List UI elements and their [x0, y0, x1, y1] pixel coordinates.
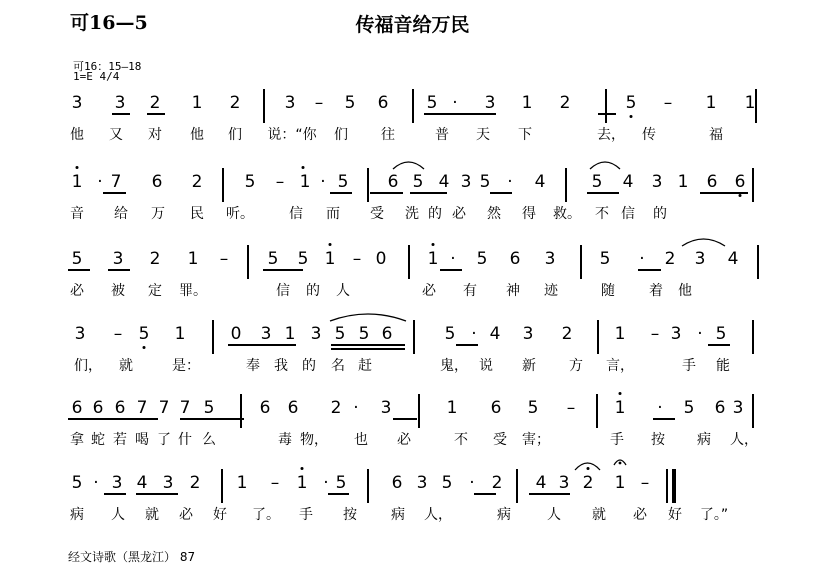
- note: 2: [149, 93, 161, 113]
- note: 3: [162, 473, 174, 493]
- tie-arc: [393, 162, 424, 169]
- tie-arc: [330, 314, 406, 321]
- note: 1: [71, 172, 83, 192]
- note: ·: [452, 93, 458, 113]
- lyric: 说：“你: [267, 127, 317, 143]
- underline: [68, 269, 90, 271]
- underline: [147, 113, 165, 115]
- lyric: 天: [476, 127, 490, 143]
- final-barline-thin: [666, 469, 668, 503]
- underline: [598, 113, 616, 115]
- note: 0: [375, 249, 387, 269]
- high-octave-dot: [587, 467, 590, 470]
- lyric: 迹: [544, 283, 558, 299]
- note: ·: [657, 398, 663, 418]
- lyric: 我: [274, 358, 288, 374]
- note: 6: [509, 249, 521, 269]
- high-octave-dot: [76, 166, 79, 169]
- underline: [474, 493, 496, 495]
- underline: [104, 493, 126, 495]
- lyric: 的: [306, 283, 320, 299]
- note: 2: [330, 398, 342, 418]
- note: 3: [544, 249, 556, 269]
- low-octave-dot: [143, 346, 146, 349]
- lyric: 而: [326, 206, 340, 222]
- underline: [112, 113, 130, 115]
- barline: [605, 89, 607, 123]
- lyric: 毒: [278, 432, 292, 448]
- high-octave-dot: [302, 166, 305, 169]
- underline: [331, 344, 405, 346]
- lyric: 物，: [300, 432, 328, 448]
- barline: [757, 245, 759, 279]
- note: –: [650, 324, 660, 344]
- note: 3: [380, 398, 392, 418]
- note: 6: [114, 398, 126, 418]
- lyric: 必: [179, 507, 193, 523]
- lyric: 就: [119, 358, 133, 374]
- lyric: 新: [522, 358, 536, 374]
- note: 4: [489, 324, 501, 344]
- note: 1: [521, 93, 533, 113]
- note: 6: [706, 172, 718, 192]
- underline: [456, 344, 478, 346]
- note: 2: [229, 93, 241, 113]
- fermata-dot: [619, 462, 622, 465]
- lyric: 手: [610, 432, 624, 448]
- lyric: 说: [479, 358, 493, 374]
- note: 6: [92, 398, 104, 418]
- underline: [136, 493, 178, 495]
- note: 5: [591, 172, 603, 192]
- note: 5: [335, 473, 347, 493]
- note: ·: [639, 249, 645, 269]
- underline: [490, 192, 512, 194]
- lyric: 又: [109, 127, 123, 143]
- lyric: 们: [228, 127, 242, 143]
- lyric: 他: [190, 127, 204, 143]
- underline: [263, 269, 303, 271]
- note: ·: [471, 324, 477, 344]
- note: 4: [535, 473, 547, 493]
- note: 3: [558, 473, 570, 493]
- lyric: 人，: [424, 507, 452, 523]
- high-octave-dot: [432, 243, 435, 246]
- note: 3: [71, 93, 83, 113]
- note: 1: [284, 324, 296, 344]
- note: 2: [191, 172, 203, 192]
- lyric: 是：: [172, 358, 200, 374]
- lyric: 蛇: [91, 432, 105, 448]
- underline: [68, 418, 158, 420]
- lyric: 赶: [358, 358, 372, 374]
- note: 4: [622, 172, 634, 192]
- barline: [367, 469, 369, 503]
- note: 4: [136, 473, 148, 493]
- lyric: 害；: [522, 432, 550, 448]
- underline: [331, 348, 405, 350]
- lyric: 不: [595, 206, 609, 222]
- lyric: 人: [547, 507, 561, 523]
- hymn-number: 可16—5: [70, 12, 148, 34]
- note: 6: [377, 93, 389, 113]
- note: 1: [191, 93, 203, 113]
- barline: [418, 394, 420, 428]
- lyric: 传: [642, 127, 656, 143]
- note: 1: [614, 398, 626, 418]
- lyric: 按: [651, 432, 665, 448]
- lyric: 若: [113, 432, 127, 448]
- note: 7: [110, 172, 122, 192]
- lyric: 必: [452, 206, 466, 222]
- underline: [330, 192, 352, 194]
- underline: [410, 192, 447, 194]
- note: 6: [71, 398, 83, 418]
- note: 3: [460, 172, 472, 192]
- note: ·: [97, 172, 103, 192]
- lyric: 必: [422, 283, 436, 299]
- lyric: 什: [178, 432, 192, 448]
- note: 1: [174, 324, 186, 344]
- note: 2: [664, 249, 676, 269]
- barline: [212, 320, 214, 354]
- note: 3: [114, 93, 126, 113]
- barline: [597, 320, 599, 354]
- note: 2: [561, 324, 573, 344]
- high-octave-dot: [619, 392, 622, 395]
- barline: [412, 89, 414, 123]
- note: 0: [230, 324, 242, 344]
- barline: [408, 245, 410, 279]
- key-signature: 1=E 4/4: [73, 70, 120, 83]
- lyric: 奉: [246, 358, 260, 374]
- lyric: 病: [391, 507, 405, 523]
- note: 3: [416, 473, 428, 493]
- note: 5: [334, 324, 346, 344]
- note: 1: [614, 473, 626, 493]
- note: –: [640, 473, 650, 493]
- note: –: [270, 473, 280, 493]
- barline: [516, 469, 518, 503]
- note: 1: [614, 324, 626, 344]
- note: 5: [344, 93, 356, 113]
- lyric: 按: [343, 507, 357, 523]
- high-octave-dot: [301, 467, 304, 470]
- barline: [580, 245, 582, 279]
- note: 5: [267, 249, 279, 269]
- note: 5: [138, 324, 150, 344]
- note: 5: [476, 249, 488, 269]
- lyric: 听。: [226, 206, 254, 222]
- note: 5: [444, 324, 456, 344]
- lyric: 了: [157, 432, 171, 448]
- underline: [180, 418, 244, 420]
- barline: [752, 394, 754, 428]
- lyric: 了。: [252, 507, 280, 523]
- note: 7: [179, 398, 191, 418]
- note: ·: [323, 473, 329, 493]
- note: 5: [412, 172, 424, 192]
- note: 1: [427, 249, 439, 269]
- lyric: 信: [621, 206, 635, 222]
- note: 6: [490, 398, 502, 418]
- barline: [752, 168, 754, 202]
- note: 5: [337, 172, 349, 192]
- barline: [240, 394, 242, 428]
- lyric: 病: [697, 432, 711, 448]
- note: –: [219, 249, 229, 269]
- underline: [393, 418, 417, 420]
- note: 6: [381, 324, 393, 344]
- note: –: [275, 172, 285, 192]
- lyric: 必: [633, 507, 647, 523]
- note: 5: [527, 398, 539, 418]
- note: 2: [491, 473, 503, 493]
- note: –: [352, 249, 362, 269]
- barline: [221, 469, 223, 503]
- lyric: 随: [601, 283, 615, 299]
- lyric: 罪。: [179, 283, 207, 299]
- note: 6: [151, 172, 163, 192]
- note: 3: [111, 473, 123, 493]
- lyric: 必: [70, 283, 84, 299]
- underline: [440, 269, 462, 271]
- note: 5: [71, 473, 83, 493]
- note: 7: [158, 398, 170, 418]
- low-octave-dot: [630, 115, 633, 118]
- lyric: 去，: [597, 127, 625, 143]
- note: 3: [522, 324, 534, 344]
- barline: [222, 168, 224, 202]
- note: ·: [93, 473, 99, 493]
- note: 4: [534, 172, 546, 192]
- lyric: 们，: [74, 358, 102, 374]
- lyric: 音: [70, 206, 84, 222]
- barline: [367, 168, 369, 202]
- underline: [529, 493, 570, 495]
- lyric: 拿: [70, 432, 84, 448]
- lyric: 民: [190, 206, 204, 222]
- note: 3: [651, 172, 663, 192]
- lyric: 人: [111, 507, 125, 523]
- note: ·: [450, 249, 456, 269]
- lyric: 洗: [405, 206, 419, 222]
- lyric: 神: [506, 283, 520, 299]
- lyric: 能: [716, 358, 730, 374]
- note: ·: [507, 172, 513, 192]
- underline: [653, 418, 675, 420]
- lyric: 病: [70, 507, 84, 523]
- lyric: 的: [428, 206, 442, 222]
- lyric: 人，: [730, 432, 758, 448]
- note: 3: [732, 398, 744, 418]
- lyric: 他: [70, 127, 84, 143]
- note: –: [314, 93, 324, 113]
- lyric: 不: [454, 432, 468, 448]
- lyric: 手: [682, 358, 696, 374]
- note: 1: [446, 398, 458, 418]
- lyric: 得: [522, 206, 536, 222]
- lyric: 福: [709, 127, 723, 143]
- lyric: 下: [518, 127, 532, 143]
- lyric: 好: [213, 507, 227, 523]
- underline: [328, 493, 349, 495]
- barline: [565, 168, 567, 202]
- note: 6: [287, 398, 299, 418]
- lyric: 言，: [606, 358, 634, 374]
- lyric: 他: [678, 283, 692, 299]
- lyric: 往: [381, 127, 395, 143]
- lyric: 名: [331, 358, 345, 374]
- lyric: 就: [145, 507, 159, 523]
- note: 3: [484, 93, 496, 113]
- lyric: 也: [354, 432, 368, 448]
- barline: [263, 89, 265, 123]
- scripture-reference: 可16：15—18: [73, 60, 142, 73]
- lyric: 方: [569, 358, 583, 374]
- note: –: [566, 398, 576, 418]
- note: 3: [284, 93, 296, 113]
- note: 1: [299, 172, 311, 192]
- note: 6: [734, 172, 746, 192]
- note: –: [663, 93, 673, 113]
- lyric: 对: [148, 127, 162, 143]
- lyric: 然: [487, 206, 501, 222]
- note: 4: [438, 172, 450, 192]
- note: 1: [187, 249, 199, 269]
- note: 2: [149, 249, 161, 269]
- note: 5: [479, 172, 491, 192]
- note: –: [113, 324, 123, 344]
- lyric: 们: [334, 127, 348, 143]
- underline: [370, 192, 403, 194]
- note: 1: [677, 172, 689, 192]
- high-octave-dot: [329, 243, 332, 246]
- note: 1: [296, 473, 308, 493]
- note: 3: [260, 324, 272, 344]
- underline: [424, 113, 496, 115]
- note: 3: [310, 324, 322, 344]
- lyric: 的: [302, 358, 316, 374]
- note: 5: [683, 398, 695, 418]
- lyric: 了。”: [699, 507, 729, 523]
- lyric: 好: [668, 507, 682, 523]
- underline: [108, 269, 130, 271]
- lyric: 着: [649, 283, 663, 299]
- barline: [413, 320, 415, 354]
- note: 7: [136, 398, 148, 418]
- lyric: 么: [202, 432, 216, 448]
- lyric: 定: [148, 283, 162, 299]
- note: 5: [441, 473, 453, 493]
- lyric: 给: [114, 206, 128, 222]
- note: 2: [582, 473, 594, 493]
- note: 6: [259, 398, 271, 418]
- note: 3: [694, 249, 706, 269]
- note: ·: [469, 473, 475, 493]
- note: 2: [559, 93, 571, 113]
- note: 5: [599, 249, 611, 269]
- note: 5: [625, 93, 637, 113]
- hymn-title: 传福音给万民: [355, 14, 470, 36]
- note: 2: [189, 473, 201, 493]
- note: 6: [391, 473, 403, 493]
- note: 5: [715, 324, 727, 344]
- lyric: 信: [289, 206, 303, 222]
- low-octave-dot: [739, 194, 742, 197]
- note: 5: [297, 249, 309, 269]
- barline: [755, 89, 757, 123]
- lyric: 受: [370, 206, 384, 222]
- note: 6: [387, 172, 399, 192]
- lyric: 有: [463, 283, 477, 299]
- lyric: 普: [435, 127, 449, 143]
- note: 1: [236, 473, 248, 493]
- lyric: 喝: [135, 432, 149, 448]
- note: ·: [697, 324, 703, 344]
- note: ·: [353, 398, 359, 418]
- lyric: 病: [497, 507, 511, 523]
- note: 3: [74, 324, 86, 344]
- lyric: 受: [493, 432, 507, 448]
- note: ·: [320, 172, 326, 192]
- tie-arc: [590, 162, 620, 169]
- source-footer: 经文诗歌（黑龙江） 87: [68, 550, 196, 564]
- underline: [587, 192, 619, 194]
- fermata-icon: [614, 460, 626, 465]
- tie-arc: [682, 239, 725, 246]
- lyric: 万: [151, 206, 165, 222]
- note: 5: [244, 172, 256, 192]
- note: 5: [426, 93, 438, 113]
- note: 6: [714, 398, 726, 418]
- lyric: 的: [653, 206, 667, 222]
- lyric: 必: [397, 432, 411, 448]
- underline: [103, 192, 126, 194]
- note: 5: [358, 324, 370, 344]
- lyric: 手: [299, 507, 313, 523]
- barline: [247, 245, 249, 279]
- underline: [708, 344, 730, 346]
- barline: [596, 394, 598, 428]
- lyric: 被: [111, 283, 125, 299]
- lyric: 鬼，: [440, 358, 468, 374]
- final-barline: [672, 469, 676, 503]
- lyric: 信: [276, 283, 290, 299]
- lyric: 就: [592, 507, 606, 523]
- note: 1: [744, 93, 756, 113]
- underline: [638, 269, 661, 271]
- note: 3: [112, 249, 124, 269]
- note: 1: [705, 93, 717, 113]
- note: 3: [670, 324, 682, 344]
- lyric: 救。: [553, 206, 581, 222]
- lyric: 人: [336, 283, 350, 299]
- note: 1: [324, 249, 336, 269]
- note: 4: [727, 249, 739, 269]
- barline: [752, 320, 754, 354]
- note: 5: [71, 249, 83, 269]
- underline: [228, 344, 296, 346]
- note: 5: [203, 398, 215, 418]
